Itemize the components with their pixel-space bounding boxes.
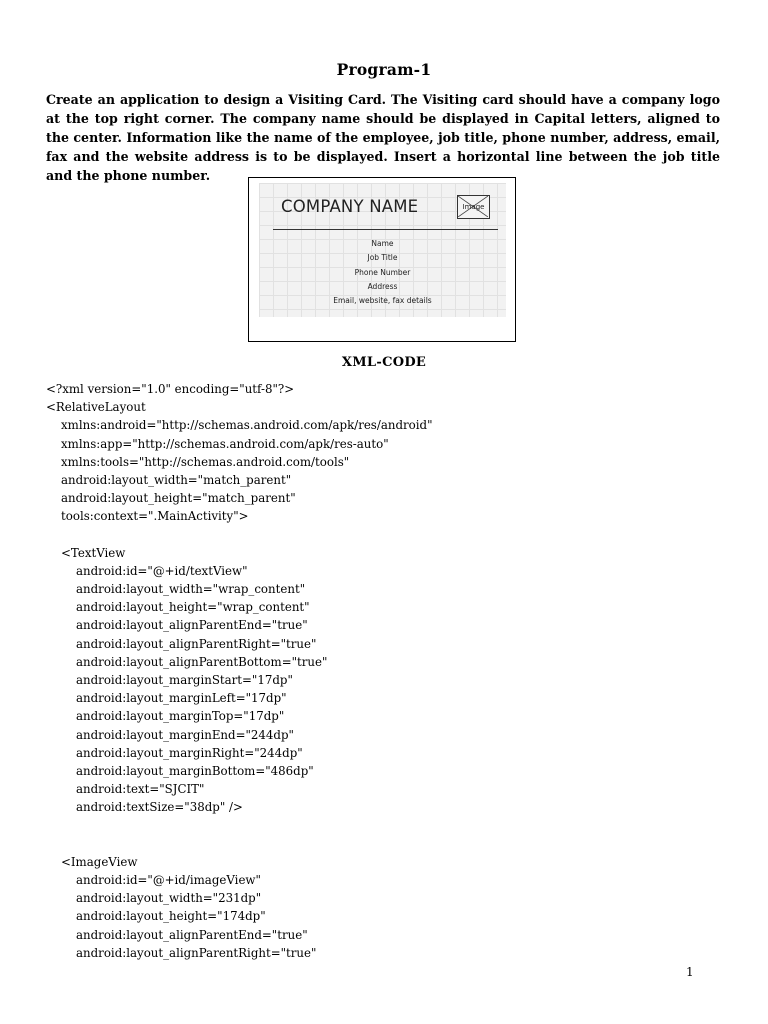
code-line: xmlns:tools="http://schemas.android.com/tools" (46, 454, 350, 469)
code-line: android:layout_alignParentBottom="true" (46, 654, 328, 669)
card-job-title: Job Title (367, 253, 398, 262)
code-line: android:textSize="38dp" /> (46, 800, 243, 815)
xml-code-block (46, 380, 726, 962)
code-line (46, 835, 726, 853)
code-line: xmlns:android="http://schemas.android.com/apk/res/android" (46, 418, 433, 433)
code-line: <?xml version="1.0" encoding="utf-8"?> (46, 382, 295, 396)
code-line: android:layout_height="wrap_content" (46, 600, 310, 615)
code-line: android:layout_alignParentEnd="true" (46, 927, 308, 942)
card-company-name: COMPANY NAME (281, 197, 419, 216)
card-logo-placeholder (457, 195, 490, 219)
code-heading: XML-CODE (341, 355, 427, 370)
code-line: android:layout_marginBottom="486dp" (46, 763, 314, 778)
code-line: tools:context=".MainActivity"> (46, 509, 249, 524)
card-contact-details: Email, website, fax details (333, 296, 432, 305)
code-line: android:layout_height="match_parent" (46, 491, 296, 506)
card-address: Address (367, 282, 398, 291)
code-line: android:layout_marginLeft="17dp" (46, 691, 287, 706)
code-line: android:layout_width="231dp" (46, 891, 262, 906)
card-logo-label: Image (462, 203, 485, 211)
code-line: android:layout_width="match_parent" (46, 472, 292, 487)
card-employee-name: Name (371, 239, 394, 248)
code-line: android:text="SJCIT" (46, 782, 205, 797)
card-phone-number: Phone Number (354, 268, 411, 277)
code-line: android:layout_height="174dp" (46, 909, 266, 924)
visiting-card-figure (248, 177, 516, 342)
code-line: android:id="@+id/textView" (46, 563, 248, 578)
code-line: android:layout_alignParentRight="true" (46, 945, 317, 960)
code-line: <ImageView (46, 854, 138, 869)
page-title: Program-1 (336, 60, 432, 79)
page-number: 1 (686, 965, 694, 979)
card-divider (273, 229, 498, 230)
code-line: android:layout_alignParentRight="true" (46, 636, 317, 651)
visiting-card-mockup (259, 183, 506, 317)
code-line: <RelativeLayout (46, 400, 146, 415)
code-line: android:layout_marginStart="17dp" (46, 673, 293, 687)
code-line (46, 526, 726, 544)
code-line (46, 817, 726, 835)
code-line: android:layout_alignParentEnd="true" (46, 618, 308, 633)
program-description: Create an application to design a Visiting Card. The Visiting card should have a company logo at the top right corner. The company name should be displayed in Capital letters, aligned to the center. Information like the name of the employee, job title, phone number, address, email, fax and the website address is to be displayed. Insert a horizontal line between the job title and the phone number. (46, 92, 720, 183)
code-line: <TextView (46, 545, 126, 560)
code-line: android:layout_marginRight="244dp" (46, 745, 303, 760)
code-line: android:layout_marginEnd="244dp" (46, 727, 294, 742)
code-line: android:layout_marginTop="17dp" (46, 709, 285, 724)
code-line: android:layout_width="wrap_content" (46, 582, 306, 597)
code-line: xmlns:app="http://schemas.android.com/apk/res-auto" (46, 436, 389, 451)
code-line: android:id="@+id/imageView" (46, 873, 261, 888)
